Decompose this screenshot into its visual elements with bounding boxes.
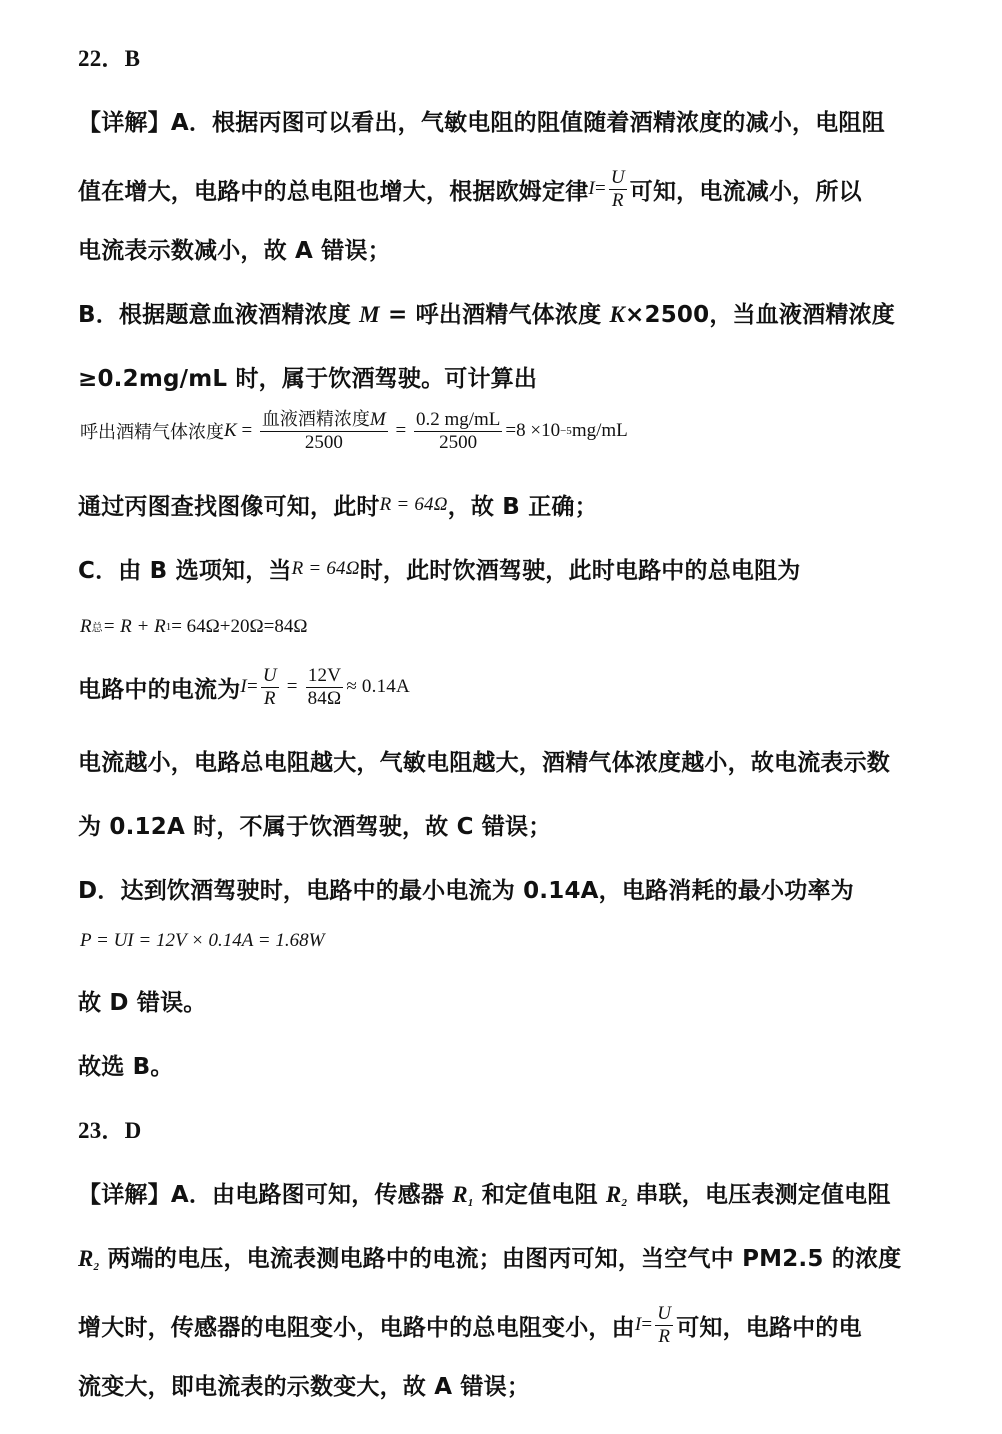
q23-a-line3: 增大时，传感器的电阻变小，电路中的总电阻变小，由 I = $\frac{U}{R}$ 可知，电路中的电 [78,1303,862,1347]
current-formula: I = $\frac{U}{R}$ = $\frac{12V}{84\Omega}$ ≈ 0.14A [240,665,410,709]
q22-c-line2: 电路中的电流为 I = $\frac{U}{R}$ = $\frac{12V}{84\Omega}$ ≈ 0.14A [78,665,410,709]
q22-b-line3: 通过丙图查找图像可知，此时 R = 64Ω ，故 B 正确； [78,493,598,520]
q22-answer: 故选 B。 [78,1054,174,1080]
q22-heading: 22．B [78,46,141,71]
q22-a-line2: 值在增大，电路中的总电阻也增大，根据欧姆定律 I = $\frac{U}{R}$ 可知，电流减小，所以 [78,167,862,211]
q23-a-line4: 流变大，即电流表的示数变大，故 A 错误； [78,1374,531,1400]
ohm-law-formula-2: I = $\frac{U}{R}$ [634,1303,672,1347]
formula-power: P = UI = 12V × 0.14A = 1.68W [80,930,325,951]
q23-heading: 23．D [78,1118,142,1143]
q22-c-line3: 电流越小，电路总电阻越大，气敏电阻越大，酒精气体浓度越小，故电流表示数 [78,750,890,776]
q23-a-line1: 【详解】A．由电路图可知，传感器 $R_1$ 和定值电阻 $R_2$ 串联，电压表测定值电阻 [78,1182,891,1209]
formula-total-resistance: R 总 = R + R 1 = 64Ω+20Ω=84Ω [80,616,308,637]
q22-d-line1: D．达到饮酒驾驶时，电路中的最小电流为 0.14A，电路消耗的最小功率为 [78,878,854,904]
q23-a-line2: $R_2$ 两端的电压，电流表测电路中的电流；由图丙可知，当空气中 PM2.5 的浓度 [78,1246,902,1273]
q22-b-line2: ≥0.2mg/mL 时，属于饮酒驾驶。可计算出 [78,366,538,392]
q22-d-line2: 故 D 错误。 [78,990,207,1016]
q22-b-line1: B．根据题意血液酒精浓度 M = 呼出酒精气体浓度 K×2500，当血液酒精浓度 [78,302,895,328]
q22-c-line1: C．由 B 选项知，当 R = 64Ω 时，此时饮酒驾驶，此时电路中的总电阻为 [78,557,801,584]
formula-k: 呼出酒精气体浓度 K = $\frac{\text{血液酒精浓度M}}{2500}$ = $\frac{0.2 mg/mL}{2500}$ =8 ×10 −5 mg/mL [80,409,628,453]
ohm-law-formula: I = $\frac{U}{R}$ [588,167,625,211]
q22-a-line1: 【详解】A．根据丙图可以看出，气敏电阻的阻值随着酒精浓度的减小，电阻阻 [78,110,885,136]
q22-c-line4: 为 0.12A 时，不属于饮酒驾驶，故 C 错误； [78,814,552,840]
q22-a-line3: 电流表示数减小，故 A 错误； [78,238,391,264]
